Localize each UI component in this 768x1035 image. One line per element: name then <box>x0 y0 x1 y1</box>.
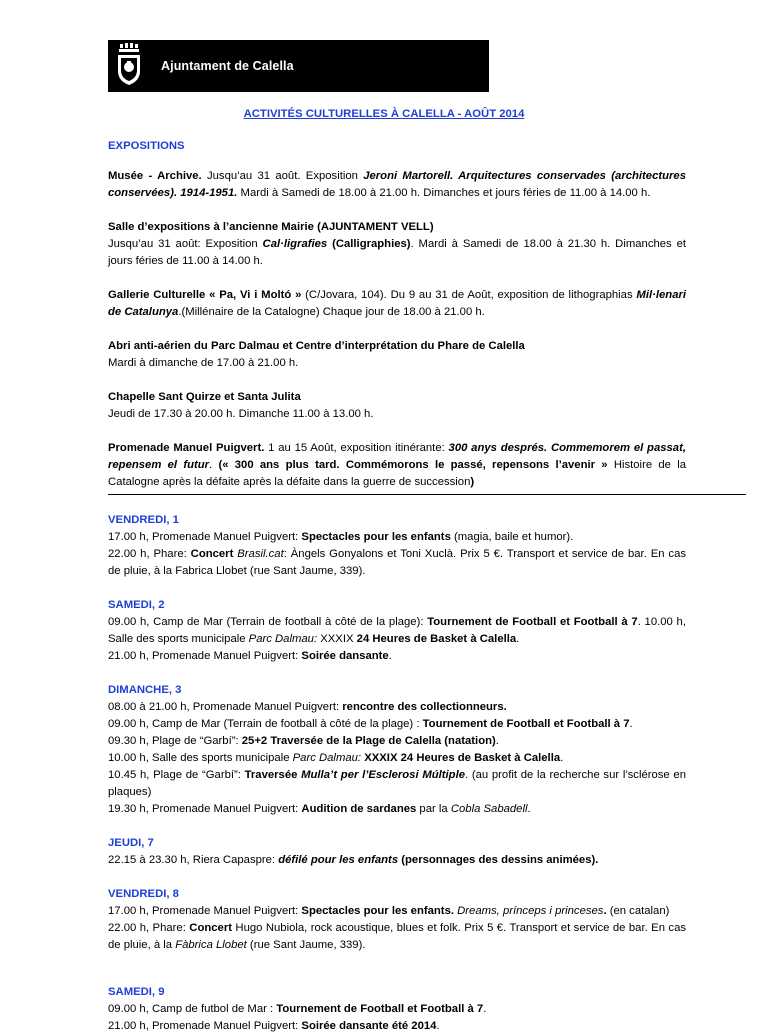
event-line: 17.00 h, Promenade Manuel Puigvert: Spectacles pour les enfants (magia, baile et humor). <box>108 531 574 543</box>
event-line: 10.00 h, Salle des sports municipale Parc Dalmau: XXXIX 24 Heures de Basket à Calella. <box>108 752 564 764</box>
exposition-gallerie: Gallerie Culturelle « Pa, Vi i Moltó » (C/Jovara, 104). Du 9 au 31 de Août, exposition de lithographias Mil·lenari de Catalunya.(Millénaire de la Catalogne) Chaque jour de 18.00 à 21.00 h. <box>108 289 687 318</box>
exposition-chapelle-title: Chapelle Sant Quirze et Santa Julita <box>108 391 301 403</box>
exposition-chapelle-text: Jeudi de 17.30 à 20.00 h. Dimanche 11.00 à 13.00 h. <box>108 408 374 420</box>
event-line: 08.00 à 21.00 h, Promenade Manuel Puigvert: rencontre des collectionneurs. <box>108 701 507 713</box>
expositions-heading: EXPOSITIONS <box>108 140 185 152</box>
event-line: 09.00 h, Camp de Mar (Terrain de football à côté de la plage) : Tournement de Football et Football à 7. <box>108 718 633 730</box>
document-body <box>108 138 686 1035</box>
day-heading-dimanche-3: DIMANCHE, 3 <box>108 684 182 696</box>
exposition-promenade: Promenade Manuel Puigvert. 1 au 15 Août, exposition itinérante: 300 anys després. Commemorem el passat, repensem el futur. (« 300 ans plus tard. Commémorons le passé, repensons l’avenir » Histoire de la Catalogne après la défaite après la défaite dans la guerre de succession) <box>108 442 686 488</box>
event-line: 09.00 h, Camp de futbol de Mar : Tournement de Football et Football à 7. <box>108 1003 487 1015</box>
event-line: 09.00 h, Camp de Mar (Terrain de football à côté de la plage): Tournement de Football et Football à 7. 10.00 h, Salle des sports municipale Parc Dalmau: XXXIX 24 Heures de Basket à Calella. <box>108 616 686 645</box>
day-heading-samedi-9: SAMEDI, 9 <box>108 986 165 998</box>
exposition-abri-title: Abri anti-aérien du Parc Dalmau et Centre d’interprétation du Phare de Calella <box>108 340 525 352</box>
event-line: 21.00 h, Promenade Manuel Puigvert: Soirée dansante. <box>108 650 392 662</box>
exposition-musee: Musée - Archive. Jusqu’au 31 août. Exposition Jeroni Martorell. Arquitectures conservades (architectures conservées). 1914-1951. Mardi à Samedi de 18.00 à 21.00 h. Dimanches et jours féries de 11.00 à 14.00 h. <box>108 170 686 199</box>
page-title: ACTIVITÉS CULTURELLES À CALELLA - AOÛT 2014 <box>243 108 525 120</box>
exposition-salle-text: Jusqu’au 31 août: Exposition Cal·ligrafies (Calligraphies). Mardi à Samedi de 18.00 à 21.30 h. Dimanches et jours féries de 11.00 à 14.00 h. <box>108 238 686 267</box>
day-heading-vendredi-8: VENDREDI, 8 <box>108 888 179 900</box>
logo-text: Ajuntament de Calella <box>161 59 294 73</box>
event-line: 17.00 h, Promenade Manuel Puigvert: Spectacles pour les enfants. Dreams, prínceps i princeses. (en catalan) <box>108 905 670 917</box>
town-crest-icon <box>114 43 144 87</box>
event-line: 22.15 à 23.30 h, Riera Capaspre: défilé pour les enfants (personnages des dessins animées). <box>108 854 599 866</box>
event-line: 10.45 h, Plage de “Garbí”: Traversée Mulla’t per l’Esclerosi Múltiple. (au profit de la recherche sur l’sclérose en plaques) <box>108 769 686 798</box>
event-line: 22.00 h, Phare: Concert Brasil.cat: Àngels Gonyalons et Toni Xuclà. Prix 5 €. Transport et service de bar. En cas de pluie, à la Fabrica Llobet (rue Sant Jaume, 339). <box>108 548 686 577</box>
day-heading-vendredi-1: VENDREDI, 1 <box>108 514 179 526</box>
event-line: 19.30 h, Promenade Manuel Puigvert: Audition de sardanes par la Cobla Sabadell. <box>108 803 531 815</box>
exposition-salle-title: Salle d’expositions à l’ancienne Mairie (AJUNTAMENT VELL) <box>108 221 434 233</box>
event-line: 22.00 h, Phare: Concert Hugo Nubiola, rock acoustique, blues et folk. Prix 5 €. Transport et service de bar. En cas de pluie, à la Fàbrica Llobet (rue Sant Jaume, 339). <box>108 922 686 951</box>
event-line: 09.30 h, Plage de “Garbí”: 25+2 Traversée de la Plage de Calella (natation). <box>108 735 499 747</box>
day-heading-jeudi-7: JEUDI, 7 <box>108 837 154 849</box>
event-line: 21.00 h, Promenade Manuel Puigvert: Soirée dansante été 2014. <box>108 1020 440 1032</box>
header-logo-bar <box>108 40 489 92</box>
exposition-abri-text: Mardi à dimanche de 17.00 à 21.00 h. <box>108 357 299 369</box>
day-heading-samedi-2: SAMEDI, 2 <box>108 599 165 611</box>
